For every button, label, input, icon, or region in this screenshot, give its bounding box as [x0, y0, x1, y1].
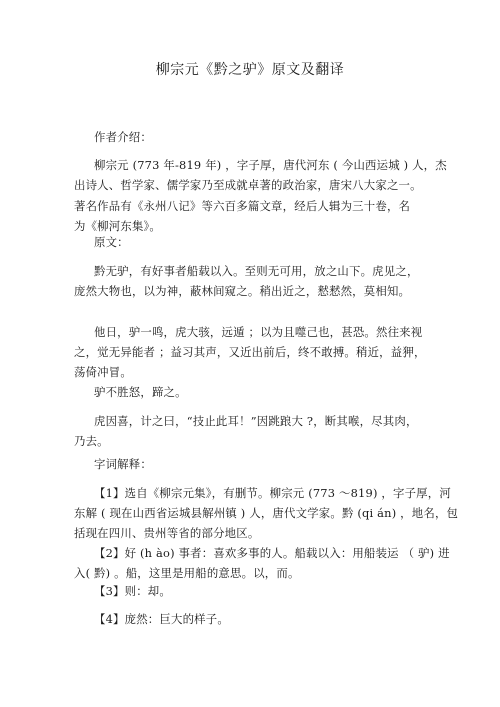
glossary-heading-text: 字词解释：: [94, 457, 152, 471]
gloss-2-line-2: 入( 黔) 。船，这里是用船的意思。以，而。: [74, 566, 300, 580]
gloss-3-line-1: 【3】则：却。: [94, 584, 171, 598]
gloss-1-line-1: 【1】选自《柳宗元集》，有删节。柳宗元 (773 ～819) ，字子厚，河: [94, 486, 451, 500]
orig-p4-line-2: 乃去。: [74, 434, 109, 448]
orig-p2-line-1: 他日，驴一鸣，虎大骇，远遁 ；以为且噬己也，甚恐。然往来视: [94, 325, 423, 339]
glossary-item-3: [74, 581, 454, 601]
author-p1-line-1: 柳宗元 (773 年-819 年) ，字子厚，唐代河东 ( 今山西运城 ) 人，杰: [94, 158, 447, 172]
orig-p4-line-1: 虎因喜，计之曰，“技止此耳！”因跳踉大 ?，断其喉，尽其肉，: [94, 414, 418, 428]
original-heading-text: 原文：: [94, 235, 129, 249]
original-paragraph-4: [74, 411, 434, 451]
page-title: 柳宗元《黔之驴》原文及翻译: [155, 62, 345, 78]
author-p1-line-2: 出诗人、哲学家、儒学家乃至成就卓著的政治家，唐宋八大家之一。: [74, 178, 422, 192]
original-heading: [74, 232, 454, 252]
gloss-1-line-2: 东解 ( 现在山西省运城县解州镇 ) 人，唐代文学家。黔 (qi án) ，地名，包: [74, 506, 459, 520]
orig-p2-line-3: 荡倚冲冒。: [74, 365, 132, 379]
original-paragraph-3: [74, 382, 454, 402]
orig-p2-line-2: 之，觉无异能者 ；益习其声，又近出前后，终不敢搏。稍近，益狎，: [74, 345, 426, 359]
author-p2-line-1: 著名作品有《永州八记》等六百多篇文章，经后人辑为三十卷，名: [74, 199, 411, 213]
author-heading: [74, 127, 454, 147]
author-heading-text: 作者介绍：: [94, 130, 152, 144]
author-p2-line-2: 为《柳河东集》。: [74, 219, 162, 233]
orig-p3-line-1: 驴不胜怒，蹄之。: [94, 385, 187, 399]
gloss-1-line-3: 括现在四川、贵州等省的部分地区。: [74, 526, 260, 540]
glossary-item-4: [74, 609, 454, 629]
author-paragraph-2: [74, 196, 434, 236]
glossary-item-1: [74, 483, 459, 543]
original-paragraph-1: [74, 261, 434, 301]
glossary-heading: [74, 454, 454, 474]
orig-p1-line-2: 庞然大物也，以为神，蔽林间窥之。稍出近之，慭慭然，莫相知。: [74, 284, 411, 298]
author-paragraph-1: [74, 155, 447, 195]
orig-p1-line-1: 黔无驴，有好事者船载以入。至则无可用，放之山下。虎见之，: [94, 264, 419, 278]
glossary-item-2: [74, 543, 450, 583]
gloss-4-line-1: 【4】庞然：巨大的样子。: [94, 612, 229, 626]
gloss-2-line-1: 【2】好 (h ào) 事者：喜欢多事的人。船载以入：用船装运 （ 驴) 进: [94, 546, 450, 560]
original-paragraph-2: [74, 322, 434, 382]
